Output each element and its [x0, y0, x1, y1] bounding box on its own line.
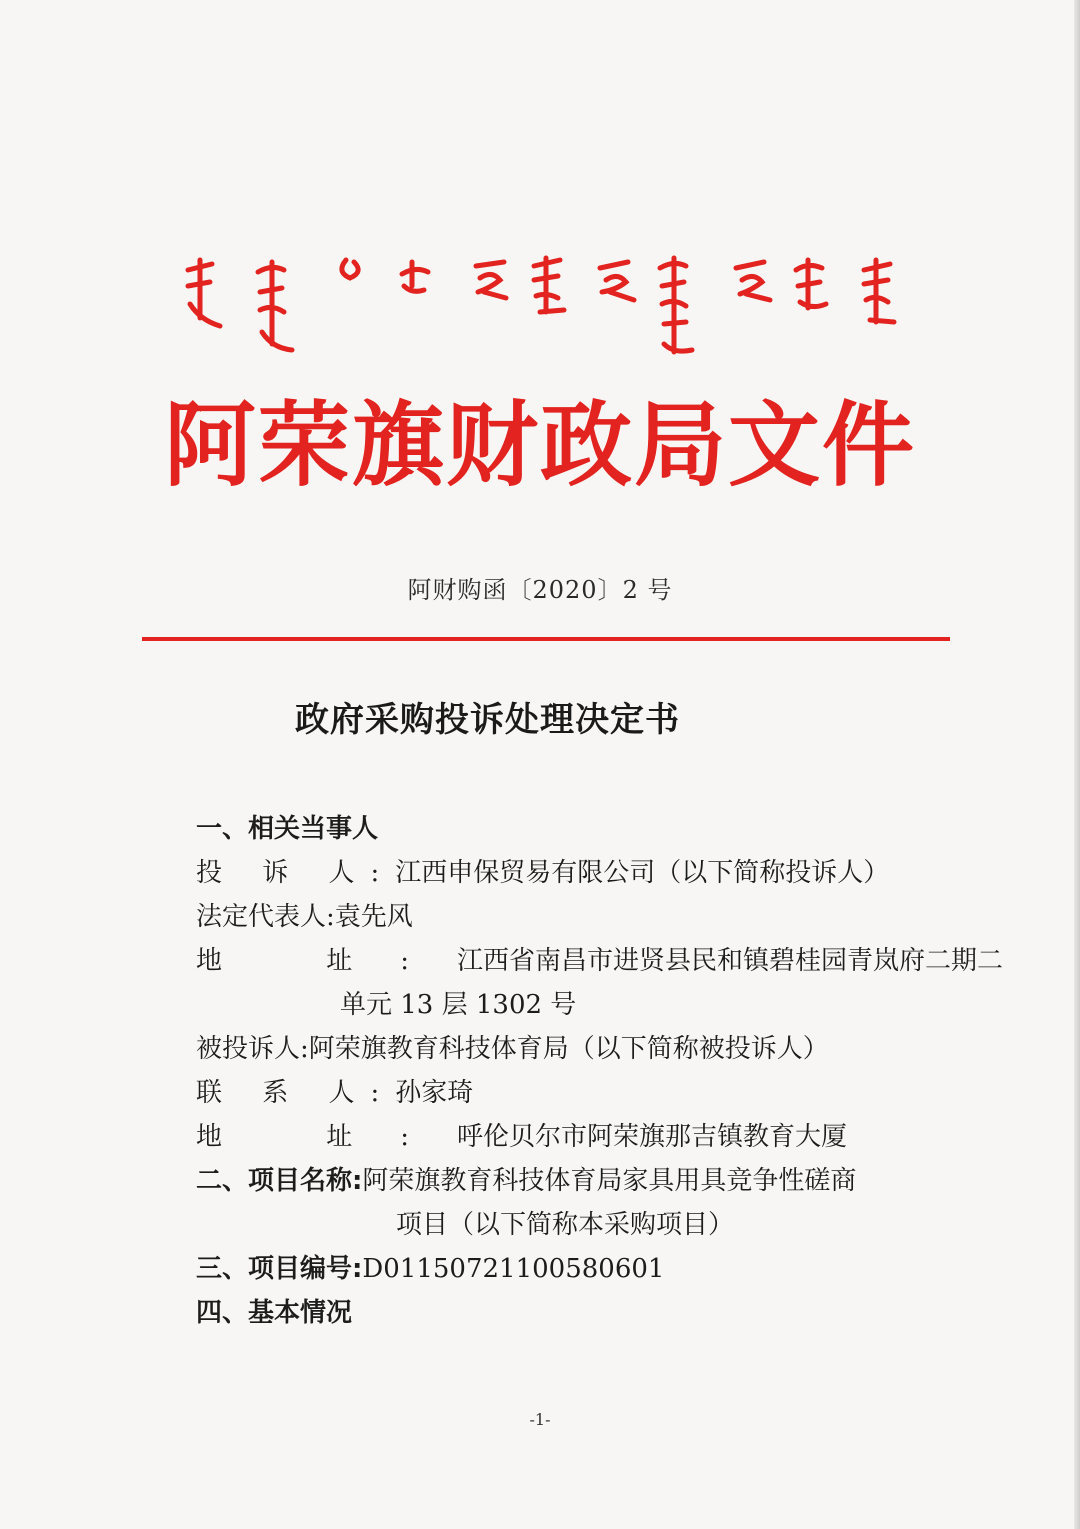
red-divider	[142, 637, 950, 641]
section1-heading: 一、相关当事人	[196, 814, 379, 844]
scan-edge	[1074, 0, 1080, 1529]
page-number: -1-	[529, 1410, 551, 1429]
address-value-line1: 江西省南昌市进贤县民和镇碧桂园青岚府二期二	[457, 946, 1004, 976]
address2-row	[196, 1116, 847, 1153]
respondent-row	[196, 1028, 829, 1065]
complainant-row	[196, 852, 889, 889]
contact-row	[196, 1072, 473, 1109]
project-number: D01150721100580601	[362, 1254, 665, 1284]
mongolian-script-title	[180, 248, 920, 358]
section2-heading: 二、项目名称:	[196, 1166, 363, 1196]
section3-row	[196, 1248, 664, 1285]
project-name-line2: 项目（以下简称本采购项目）	[396, 1210, 735, 1240]
address-row	[196, 940, 1003, 977]
address2-label: 地 址:	[196, 1122, 458, 1152]
address-label: 地 址:	[196, 946, 458, 976]
legal-rep-value: 袁先风	[334, 902, 413, 932]
contact-value: 孙家琦	[395, 1078, 474, 1108]
respondent-value: 阿荣旗教育科技体育局（以下简称被投诉人）	[308, 1034, 829, 1064]
header-title: 阿荣旗财政局文件	[163, 392, 916, 499]
respondent-label: 被投诉人:	[196, 1034, 309, 1064]
complainant-label: 投 诉 人:	[196, 858, 396, 888]
complainant-value: 江西申保贸易有限公司（以下简称投诉人）	[395, 858, 890, 888]
section3-heading: 三、项目编号:	[196, 1254, 363, 1284]
legal-rep-label: 法定代表人:	[196, 902, 335, 932]
section4-heading: 四、基本情况	[196, 1298, 353, 1328]
legal-rep-row	[196, 896, 413, 933]
document-title: 政府采购投诉处理决定书	[295, 700, 680, 740]
project-name-line1: 阿荣旗教育科技体育局家具用具竞争性磋商	[362, 1166, 857, 1196]
section2-row	[196, 1160, 856, 1197]
address-value-line2: 单元 13 层 1302 号	[340, 990, 577, 1020]
address2-value: 呼伦贝尔市阿荣旗那吉镇教育大厦	[457, 1122, 848, 1152]
document-number: 阿财购函〔2020〕2 号	[407, 576, 673, 604]
contact-label: 联 系 人:	[196, 1078, 396, 1108]
